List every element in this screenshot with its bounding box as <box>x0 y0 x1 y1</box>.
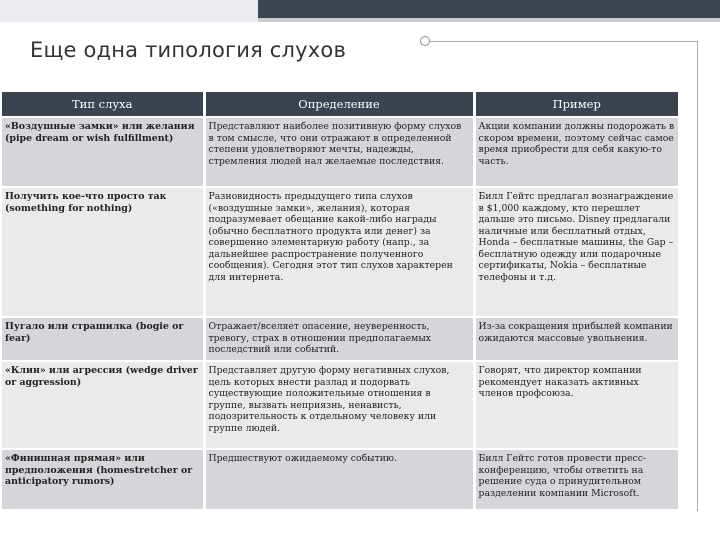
table-row <box>2 361 678 449</box>
decorative-line-horizontal <box>428 41 697 42</box>
rumor-definition: Разновидность предыдущего типа слухов («воздушные замки», желания), которая подразумевает обещание какой-либо награды (обычно бесплатного продукта или денег) за совершенно элементарную работу (напр., за дальнейшее распространение полученного сообщения). Сегодня этот тип слухов характерен для интернета. <box>204 187 474 317</box>
table-row <box>2 187 678 317</box>
table-row <box>2 317 678 361</box>
rumor-typology-table <box>2 92 678 509</box>
rumor-type: Пугало или страшилка (bogie or fear) <box>2 317 204 361</box>
rumor-type: «Финишная прямая» или предположения (homestretcher or anticipatory rumors) <box>2 449 204 509</box>
slide-title: Еще одна типология слухов <box>30 38 347 62</box>
table-row <box>2 449 678 509</box>
rumor-definition: Отражает/вселяет опасение, неуверенность, тревогу, страх в отношении предполагаемых последствий или событий. <box>204 317 474 361</box>
rumor-type: Получить кое-что просто так (something for nothing) <box>2 187 204 317</box>
header-type: Тип слуха <box>2 92 204 117</box>
rumor-example: Из-за сокращения прибылей компании ожидаются массовые увольнения. <box>474 317 678 361</box>
decorative-circle-icon <box>420 36 430 46</box>
top-bar-accent <box>258 0 720 18</box>
rumor-example: Билл Гейтс готов провести пресс-конференцию, чтобы ответить на решение суда о принудительном разделении компании Microsoft. <box>474 449 678 509</box>
rumor-definition: Представляют наиболее позитивную форму слухов в том смысле, что они отражают в определенной степени удовлетворяют мечты, надежды, стремления людей нал желаемые последствия. <box>204 117 474 187</box>
rumor-example: Билл Гейтс предлагал вознаграждение в $1,000 каждому, кто перешлет дальше это письмо. Disney предлагали наличные или бесплатный отдых, Honda – бесплатные машины, the Gap – бесплатную одежду или подарочные сертификаты, Nokia – бесплатные телефоны и т.д. <box>474 187 678 317</box>
table-row <box>2 117 678 187</box>
rumor-example: Акции компании должны подорожать в скором времени, поэтому сейчас самое время приобрести для себя какую-то часть. <box>474 117 678 187</box>
top-bar-stripe <box>258 18 720 22</box>
header-definition: Определение <box>204 92 474 117</box>
table-header-row <box>2 92 678 117</box>
rumor-definition: Представляет другую форму негативных слухов, цель которых внести разлад и подорвать существующие положительные отношения в группе, вызвать неприязнь, ненависть, подозрительность к отдельному человеку или группе людей. <box>204 361 474 449</box>
rumor-example: Говорят, что директор компании рекомендует наказать активных членов профсоюза. <box>474 361 678 449</box>
rumor-type: «Клин» или агрессия (wedge driver or aggression) <box>2 361 204 449</box>
rumor-type: «Воздушные замки» или желания (pipe dream or wish fulfillment) <box>2 117 204 187</box>
header-example: Пример <box>474 92 678 117</box>
decorative-line-vertical <box>697 41 698 511</box>
rumor-definition: Предшествуют ожидаемому событию. <box>204 449 474 509</box>
